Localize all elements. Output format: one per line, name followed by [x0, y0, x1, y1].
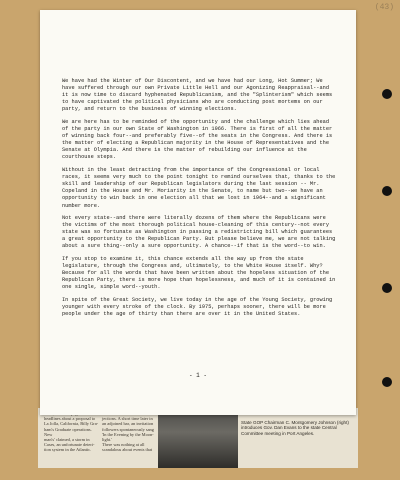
clipping-column-2	[102, 411, 156, 453]
clipping-line: jections. A short time later in	[102, 416, 153, 422]
speech-paragraph: Without in the least detracting from the importance of the Congressional or local races, it seems very much to the point tonight to remind ourselves that, thanks to the skill and leadership of our Republican legislators during the last session -- Mr. Copeland in the House and Mr. Moriarity in the Senate, to name but two--we have an opportunity to win back in one election all that we lost in 1964--and a significant number more.	[62, 167, 336, 209]
clipping-line: headlines about a proposal to	[44, 416, 96, 422]
archive-number: (43)	[374, 3, 394, 12]
punch-hole	[382, 186, 392, 196]
clipping-line: ham's Graduate operations. New	[44, 426, 92, 437]
punch-hole	[382, 377, 392, 387]
clipping-line: 'In the Evening by the Moon-	[102, 431, 154, 437]
newspaper-clipping	[38, 408, 358, 468]
speech-paragraph: Not every state--and there were literally dozens of them where the Republicans were the victims of the most thorough political house-cleaning of this century--not every state was so fortunate as Washington in passing a redistricting bill which guarantees a great opportunity to the Republican Party. But please believe me, we are not talking about a sure thing--only a sure opportunity. A chance--if that is the word--to win.	[62, 215, 336, 250]
clipping-line: scandalous about events that	[102, 447, 153, 453]
clipping-line: tion system in the Atlantic.	[44, 447, 92, 453]
clipping-photo-caption: State GOP Chairman C. Montgomery Johnson (right) introduces Gov. Dan Evans to the state Central Committee meeting in Port Angeles.	[241, 420, 349, 436]
speech-paragraph: In spite of the Great Society, we live today in the age of the Young Society, growing younger with every stroke of the clock. By 1975, perhaps sooner, there will be more people under the age of thirty than there are over it in the United States.	[62, 297, 333, 318]
speech-paragraph: We have had the Winter of Our Discontent, and we have had our Long, Hot Summer; We have suffered through our own Private Little Hell and our Agonizing Reappraisal--and it is now time to discard hyphenated Republicanism, and the "Splinterism" which seems to have captivated the political physicians who are conducting post mortems on our party, and return to the business of winning elections.	[62, 78, 333, 113]
clipping-line: man's' claimed, a storm in	[44, 437, 90, 443]
clipping-line: an adjoined bar, an invitation	[102, 421, 154, 427]
clipping-line: light.'	[102, 437, 112, 443]
clipping-line: Cases, an unfortunate deteri-	[44, 442, 95, 448]
clipping-line: There was nothing at all	[102, 442, 145, 448]
clipping-column-1	[44, 411, 100, 453]
speech-paragraph: If you stop to examine it, this chance extends all the way up from the state legislature, through the Congress and, ultimately, to the White House itself. Why? Because for all the words that have been written about the hopeless situation of the Republican Party, there is more hope than hopelessness, and much of it is contained in one single, simple word--youth.	[62, 256, 336, 291]
punch-hole	[382, 283, 392, 293]
clipping-photo	[158, 408, 238, 468]
speech-paragraph: We are here has to be reminded of the opportunity and the challenge which lies ahead of the party in our own State of Washington in 1966. There is first of all the matter of winning back four--and preferably five--of the seats in the Congress. And there is the matter of electing a Republican majority in the House of Representatives and the Senate at Olympia. And there is the matter of rebuilding our influence at the courthouse steps.	[62, 118, 333, 161]
punch-hole	[382, 89, 392, 99]
page-number: - 1 -	[188, 372, 207, 379]
clipping-line: La Jolla, California, Billy Gra-	[44, 421, 99, 427]
typed-speech-page	[40, 10, 356, 415]
clipping-line: followers spontaneously sang	[102, 426, 154, 432]
